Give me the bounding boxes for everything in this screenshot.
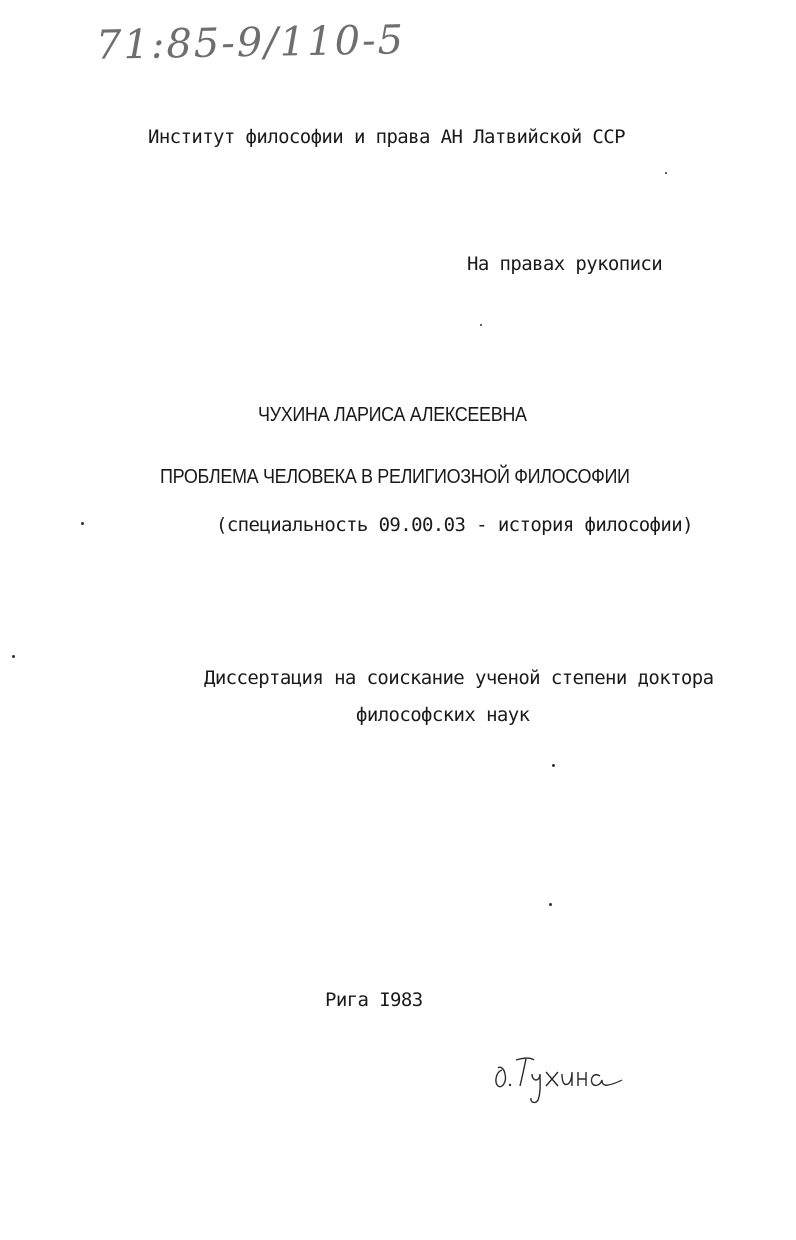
specialty-line: (специальность 09.00.03 - история философии) [216,514,693,536]
paper-speck [665,172,667,174]
author-name: ЧУХИНА ЛАРИСА АЛЕКСЕЕВНА [258,404,527,426]
author-signature-image [488,1048,638,1106]
handwritten-shelfmark: 71:85-9/110-5 [95,17,406,69]
paper-speck [552,764,555,767]
degree-line-2: философских наук [356,704,530,726]
degree-line-1: Диссертация на соискание ученой степени доктора [204,667,714,689]
institute-name: Институт философии и права АН Латвийской ССР [148,126,625,148]
manuscript-rights-note: На правах рукописи [467,253,663,275]
paper-speck [81,522,84,525]
paper-speck [480,324,482,326]
place-and-year: Рига I983 [325,989,423,1011]
paper-speck [12,655,15,658]
paper-speck [549,903,552,906]
dissertation-title: ПРОБЛЕМА ЧЕЛОВЕКА В РЕЛИГИОЗНОЙ ФИЛОСОФИИ [160,466,630,488]
